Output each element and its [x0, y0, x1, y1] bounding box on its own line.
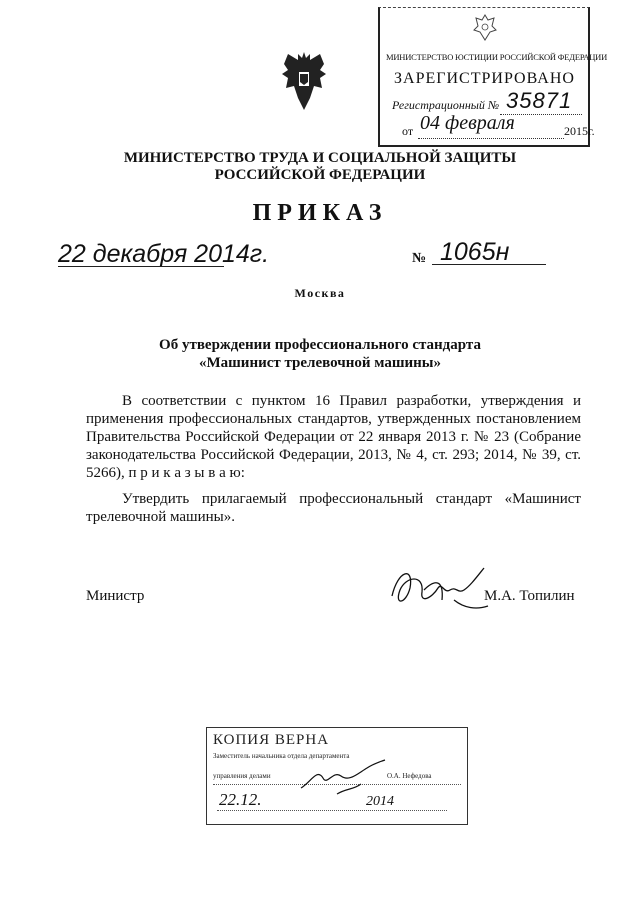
ministry-line-1: МИНИСТЕРСТВО ТРУДА И СОЦИАЛЬНОЙ ЗАЩИТЫ	[123, 150, 517, 166]
registration-ministry: МИНИСТЕРСТВО ЮСТИЦИИ РОССИЙСКОЙ ФЕДЕРАЦИИ	[386, 52, 608, 62]
copy-correct-stamp	[206, 727, 468, 825]
registration-number: 35871	[506, 88, 573, 113]
coat-of-arms-icon	[280, 48, 328, 114]
copy-stamp-date	[219, 790, 394, 810]
minister-position: Министр	[86, 588, 145, 604]
ministry-line-2: РОССИЙСКОЙ ФЕДЕРАЦИИ	[214, 167, 426, 183]
registration-stamp	[378, 7, 608, 147]
registration-date-underline	[418, 138, 564, 139]
subject-line-2: «Машинист трелевочной машины»	[198, 355, 442, 371]
registration-number-label: Регистрационный №	[392, 98, 500, 112]
copy-stamp-title: КОПИЯ ВЕРНА	[213, 732, 330, 748]
paragraph-2-text: Утвердить прилагаемый профессиональный стандарт «Машинист трелевочной машины».	[86, 491, 581, 525]
order-subject	[0, 336, 640, 372]
subject-line-1: Об утверждении профессионального стандарта	[159, 337, 481, 353]
copy-stamp-day-month: 22.12.	[219, 790, 262, 809]
copy-stamp-year: 2014	[366, 794, 394, 809]
copy-stamp-signer: О.А. Нефедова	[387, 772, 432, 780]
registration-date-prefix: от	[402, 124, 414, 138]
document-type: ПРИКАЗ	[252, 200, 388, 226]
body-paragraph-1	[86, 392, 581, 482]
order-date: 22 декабря 2014г.	[58, 240, 270, 268]
ministry-name	[0, 150, 640, 184]
city: Москва	[294, 286, 346, 300]
registration-title: ЗАРЕГИСТРИРОВАНО	[394, 70, 575, 87]
minister-name: М.А. Топилин	[484, 588, 575, 604]
registration-year: 2015г.	[564, 124, 595, 138]
copy-stamp-position: Заместитель начальника отдела департамента	[213, 752, 350, 760]
registration-date: 04 февраля	[420, 112, 515, 134]
order-date-underline	[58, 266, 224, 267]
order-number: 1065н	[440, 238, 510, 266]
body-paragraph-2	[86, 490, 581, 526]
copy-stamp-date-line	[217, 810, 447, 811]
copy-stamp-department: управления делами	[213, 772, 271, 780]
order-number-sign: №	[412, 251, 427, 266]
paragraph-1-text: В соответствии с пунктом 16 Правил разработки, утверждения и применения профессиональных стандартов, утвержденных постановлением Правительства Российской Федерации от 22 января 2013 г. № 23 (Собрание законодательства Российской Федерации, 2013, № 4, ст. 293; 2014, № 39, ст. 5266), п р и к а з ы в а ю:	[86, 393, 581, 481]
coat-of-arms-small-icon	[472, 12, 498, 42]
order-number-underline	[432, 264, 546, 265]
handwritten-signature	[384, 560, 494, 620]
